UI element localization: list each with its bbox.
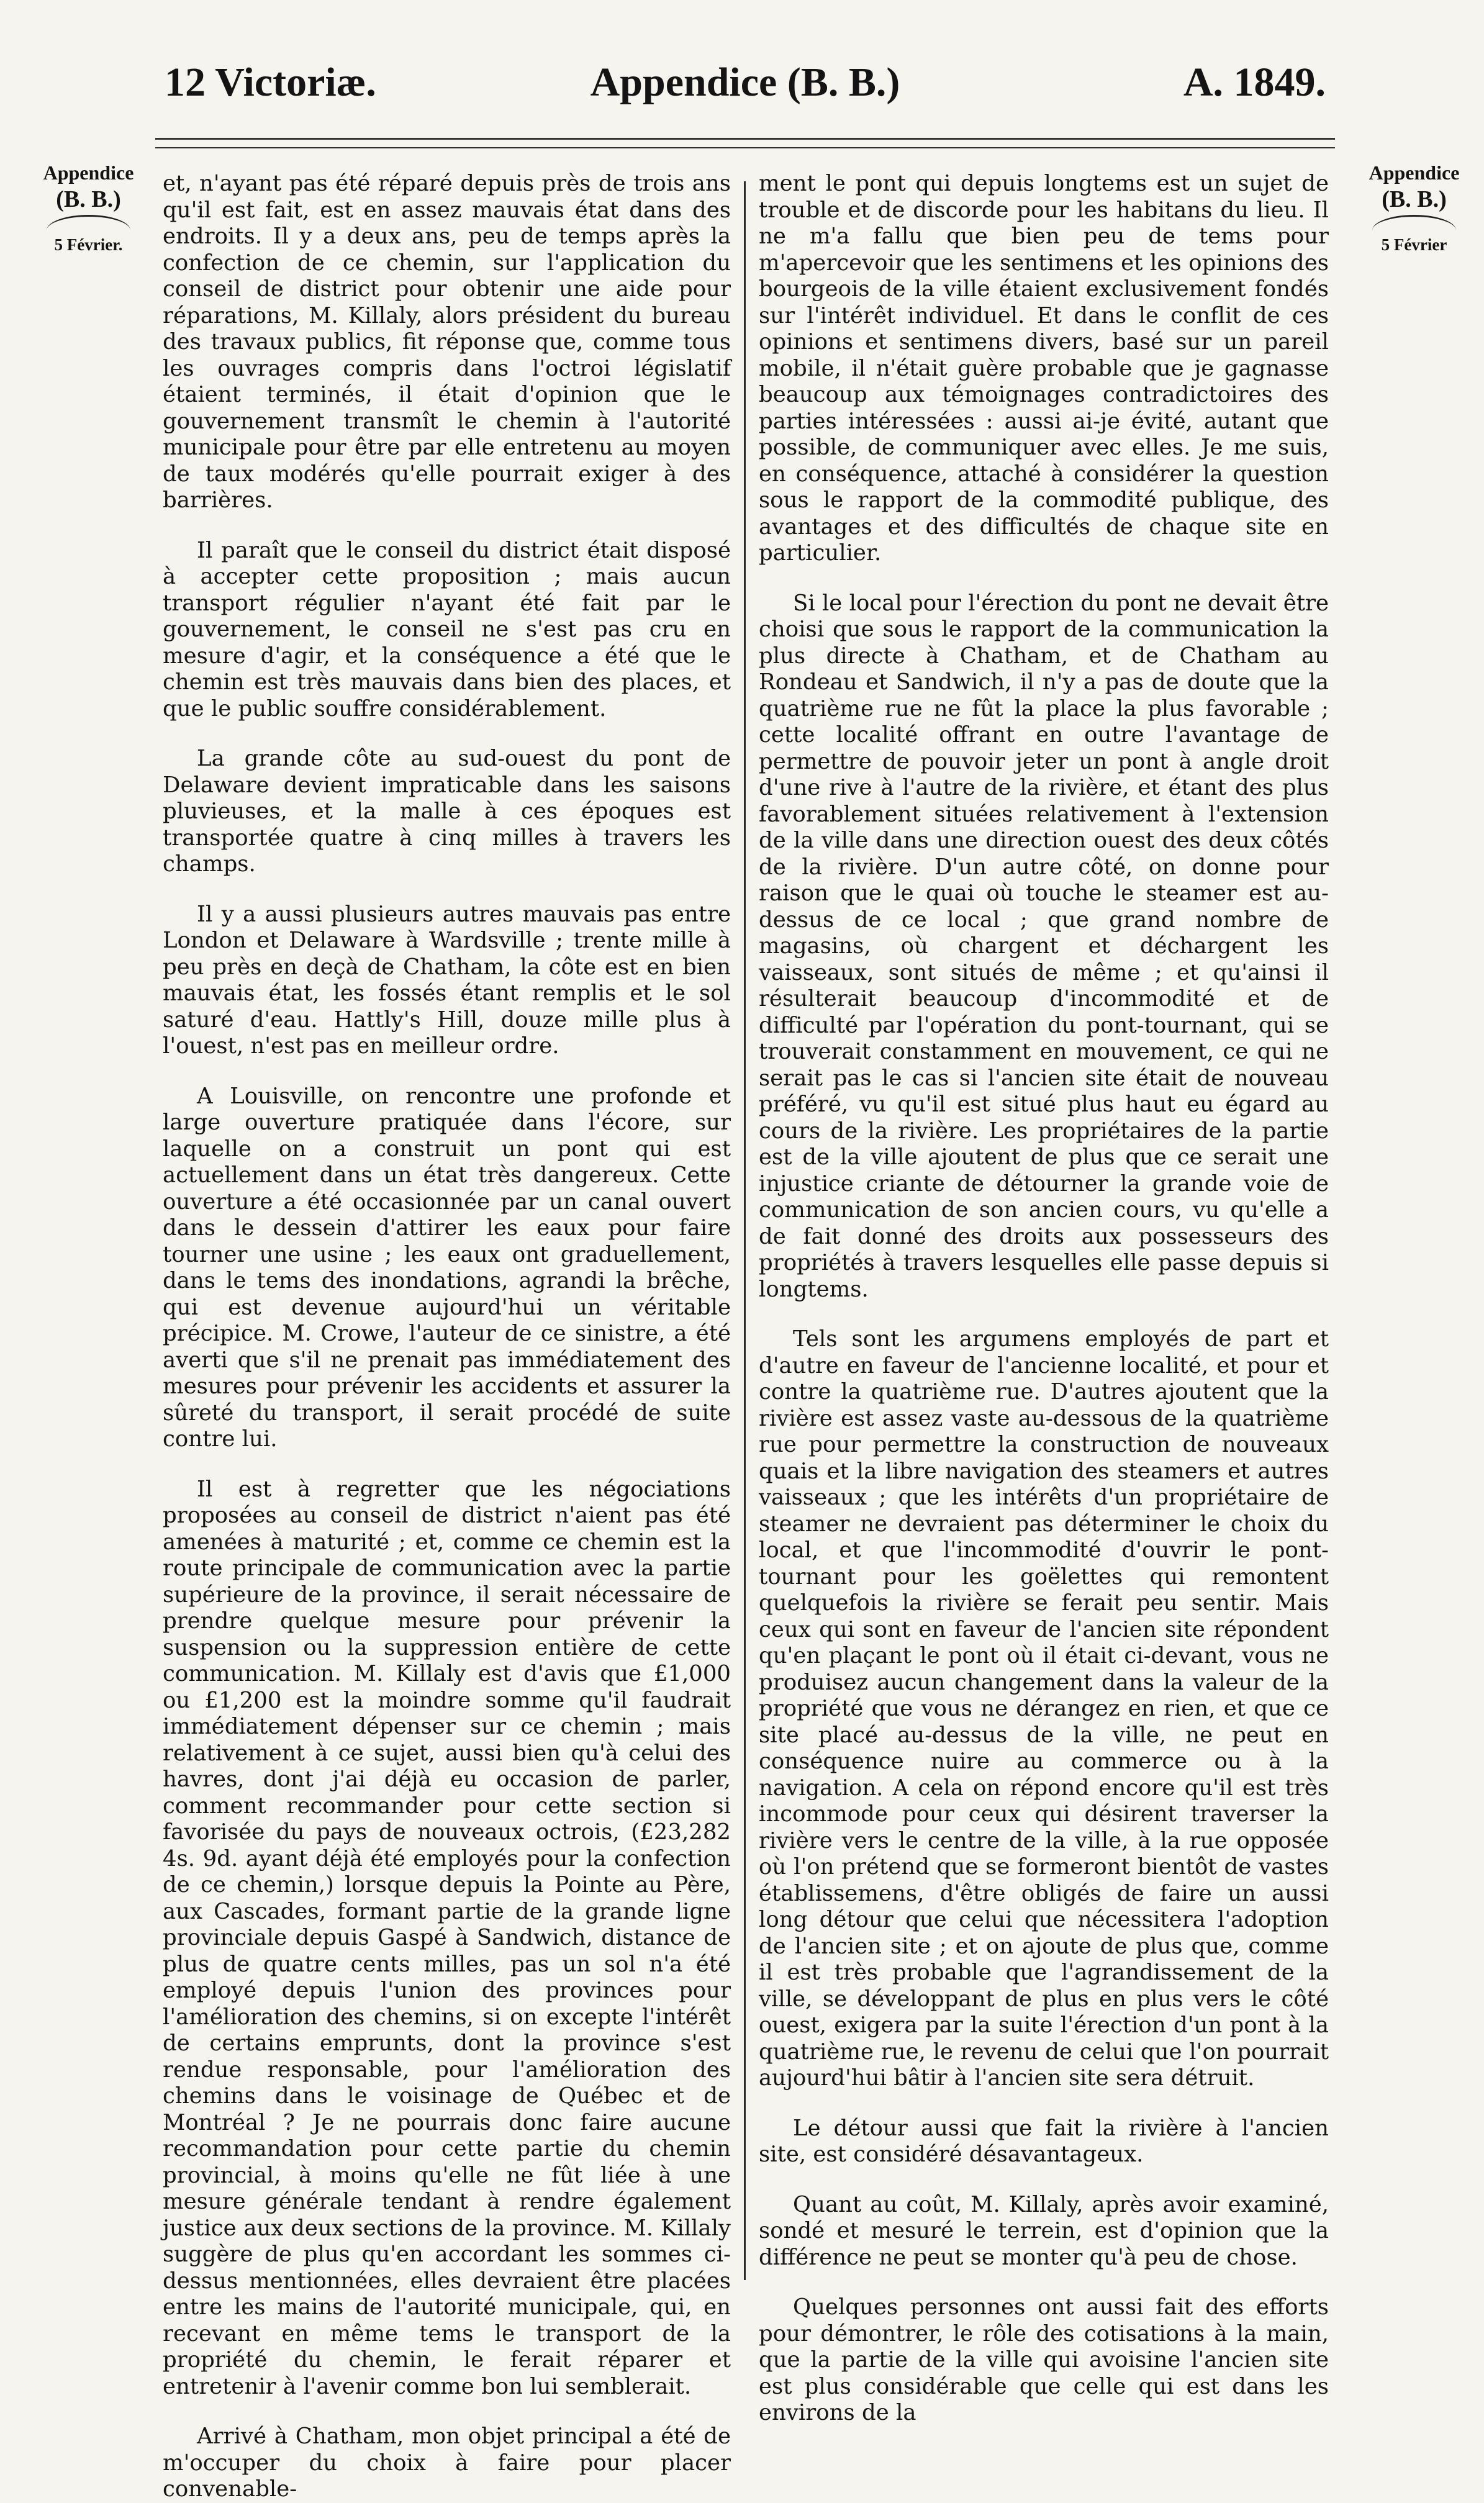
paragraph: Il est à regretter que les négociations proposées au conseil de district n'aient pas été amenées à maturité ; et, comme ce chemin est la route principale de communication avec la partie supérieure de la province, il serait nécessaire de prendre quelque mesure pour prévenir la suspension ou la suppression entière de cette communication. M. Killaly est d'avis que £1,000 ou £1,200 est la moindre somme qu'il faudrait immédiatement dépenser sur ce chemin ; mais relativement à ce sujet, aussi bien qu'à celui des havres, dont j'ai déjà eu occasion de parler, comment recommander pour cette section si favorisée du pays de nouveaux octrois, (£23,282 4s. 9d. ayant déjà été employés pour la confection de ce chemin,) lorsque depuis la Pointe au Père, aux Cascades, formant partie de la grande ligne provinciale depuis Gaspé à Sandwich, distance de plus de quatre cents milles, pas un sol n'a été employé depuis l'union des provinces pour l'amélioration des chemins, si on excepte l'intérêt de certains emprunts, dont la province s'est rendue responsable, pour l'amélioration des chemins dans le voisinage de Québec et de Montréal ? Je ne pourrais donc faire aucune recommandation pour cette partie du chemin provincial, à moins qu'elle ne fût liée à une mesure générale tendant à rendre également justice aux deux sections de la province. M. Killaly suggère de plus qu'en accordant les sommes ci-dessus mentionnées, elles devraient être placées entre les mains de l'autorité municipale, qui, en recevant en même tems le transport de la propriété du chemin, le ferait réparer et entretenir à l'avenir comme bon lui semblerait.: [163, 1476, 731, 2399]
paragraph: et, n'ayant pas été réparé depuis près de trois ans qu'il est fait, est en assez mauvais état dans des endroits. Il y a deux ans, peu de temps après la confection de ce chemin, sur l'application du conseil de district pour obtenir une aide pour réparations, M. Killaly, alors président du bureau des travaux publics, fit réponse que, comme tous les ouvrages compris dans l'octroi législatif étaient terminés, il était d'opinion que le gouvernement transmît le chemin à l'autorité municipale pour être par elle entretenu au moyen de taux modérés qu'elle pourrait exiger à des barrières.: [163, 171, 731, 513]
margin-date: 5 Février: [1381, 235, 1447, 254]
paragraph: Arrivé à Chatham, mon objet principal a été de m'occuper du choix à faire pour placer convenable-: [163, 2424, 731, 2502]
paragraph: Tels sont les argumens employés de part et d'autre en faveur de l'ancienne localité, et pour et contre la quatrième rue. D'autres ajoutent que la rivière est assez vaste au-dessous de la quatrième rue pour permettre la construction de nouveaux quais et la libre navigation des steamers et autres vaisseaux ; que les intérêts d'un propriétaire de steamer ne devraient pas déterminer le choix du local, et que l'incommodité d'ouvrir le pont-tournant pour les goëlettes qui remontent quelquefois la rivière se ferait peu sentir. Mais ceux qui sont en faveur de l'ancien site répondent qu'en plaçant le pont où il était ci-devant, vous ne produisez aucun changement dans la valeur de la propriété que vous ne dérangez en rien, et que ce site placé au-dessus de la ville, ne peut en conséquence nuire au commerce ou à la navigation. A cela on répond encore qu'il est très incommode pour ceux qui désirent traverser la rivière vers le centre de la ville, à la rue opposée où l'on prétend que se formeront bientôt de vastes établissemens, d'être obligés de faire un aussi long détour que celui que nécessitera l'adoption de l'ancien site ; et on ajoute de plus que, comme il est très probable que l'agrandissement de la ville, se développant de plus en plus vers le côté ouest, exigera par la suite l'érection d'un pont à la quatrième rue, le revenu de celui que l'on pourrait aujourd'hui bâtir à l'ancien site sera détruit.: [759, 1326, 1329, 2091]
left-column: [163, 171, 731, 2503]
paragraph: La grande côte au sud-ouest du pont de Delaware devient impraticable dans les saisons pluvieuses, et la malle à ces époques est transportée quatre à cinq milles à travers les champs.: [163, 746, 731, 877]
column-divider: [744, 181, 746, 2280]
margin-date: 5 Février.: [54, 235, 123, 254]
right-column: [759, 171, 1329, 2427]
paragraph: Si le local pour l'érection du pont ne devait être choisi que sous le rapport de la communication la plus directe à Chatham, et de Chatham au Rondeau et Sandwich, il n'y a pas de doute que la quatrième rue ne fût la place la plus favorable ; cette localité offrant en outre l'avantage de permettre de pouvoir jeter un pont à angle droit d'une rive à l'autre de la rivière, et étant des plus favorablement situées relativement à l'extension de la ville dans une direction ouest des deux côtés de la rivière. D'un autre côté, on donne pour raison que le quai où touche le steamer est au-dessus de ce local ; que grand nombre de magasins, où chargent et déchargent les vaisseaux, sont situés de même ; et qu'ainsi il résulterait beaucoup d'incommodité et de difficulté par l'opération du pont-tournant, qui se trouverait constamment en mouvement, ce qui ne serait pas le cas si l'ancien site était de nouveau préféré, vu qu'il est situé plus haut eu égard au cours de la rivière. Les propriétaires de la partie est de la ville ajoutent de plus que ce serait une injustice criante de détourner la grande voie de communication de son ancien cours, vu qu'elle a de fait donné des droits aux possesseurs des propriétés à travers lesquelles elle passe depuis si longtems.: [759, 590, 1329, 1302]
margin-brace: [1372, 215, 1456, 230]
margin-brace: [47, 215, 130, 230]
paragraph: Quant au coût, M. Killaly, après avoir examiné, sondé et mesuré le terrein, est d'opinion que la différence ne peut se monter qu'à peu de chose.: [759, 2191, 1329, 2270]
paragraph: Le détour aussi que fait la rivière à l'ancien site, est considéré désavantageux.: [759, 2115, 1329, 2167]
header-year: A. 1849.: [1183, 60, 1326, 105]
paragraph: Il paraît que le conseil du district était disposé à accepter cette proposition ; mais aucun transport régulier n'ayant été fait par le gouvernement, le conseil ne s'est pas cru en mesure d'agir, et la conséquence a été que le chemin est très mauvais dans bien des places, et que le public souffre considérablement.: [163, 537, 731, 722]
paragraph: A Louisville, on rencontre une profonde et large ouverture pratiquée dans l'écore, sur laquelle on a construit un pont qui est actuellement dans un état très dangereux. Cette ouverture a été occasionnée par un canal ouvert dans le dessein d'attirer les eaux pour faire tourner une usine ; les eaux ont graduellement, dans le tems des inondations, agrandi la brêche, qui est devenue aujourd'hui un véritable précipice. M. Crowe, l'auteur de ce sinistre, a été averti que s'il ne prenait pas immédiatement des mesures pour prévenir les accidents et assurer la sûreté du transport, il serait procédé de suite contre lui.: [163, 1083, 731, 1452]
paragraph: Il y a aussi plusieurs autres mauvais pas entre London et Delaware à Wardsville ; trente mille à peu près en deçà de Chatham, la côte est en bien mauvais état, les fossés étant remplis et le sol saturé d'eau. Hattly's Hill, douze mille plus à l'ouest, n'est pas en meilleur ordre.: [163, 901, 731, 1059]
margin-appendix-code: (B. B.): [56, 186, 121, 212]
margin-note-right: [1360, 160, 1468, 255]
margin-appendix-label: Appendice: [1369, 161, 1460, 184]
header-rule: [155, 138, 1335, 148]
paragraph: ment le pont qui depuis longtems est un sujet de trouble et de discorde pour les habitans du lieu. Il ne m'a fallu que bien peu de tems pour m'apercevoir que les sentimens et les opinions des bourgeois de la ville étaient exclusivement fondés sur l'intérêt individuel. Et dans le conflit de ces opinions et sentimens divers, basé sur un pareil mobile, il n'était guère probable que je gagnasse beaucoup aux témoignages contradictoires des parties intéressées : aussi ai-je évité, autant que possible, de communiquer avec elles. Je me suis, en conséquence, attaché à considérer la question sous le rapport de la commodité publique, des avantages et des difficultés de chaque site en particulier.: [759, 171, 1329, 566]
paragraph: Quelques personnes ont aussi fait des efforts pour démontrer, le rôle des cotisations à la main, que la partie de la ville qui avoisine l'ancien site est plus considérable que celle qui est dans les environs de la: [759, 2294, 1329, 2425]
margin-note-left: [34, 160, 143, 255]
header-session: 12 Victoriæ.: [165, 60, 376, 105]
header-appendix: Appendice (B. B.): [590, 60, 900, 105]
margin-appendix-label: Appendice: [43, 161, 134, 184]
margin-appendix-code: (B. B.): [1382, 186, 1447, 212]
page-header: [155, 59, 1335, 115]
